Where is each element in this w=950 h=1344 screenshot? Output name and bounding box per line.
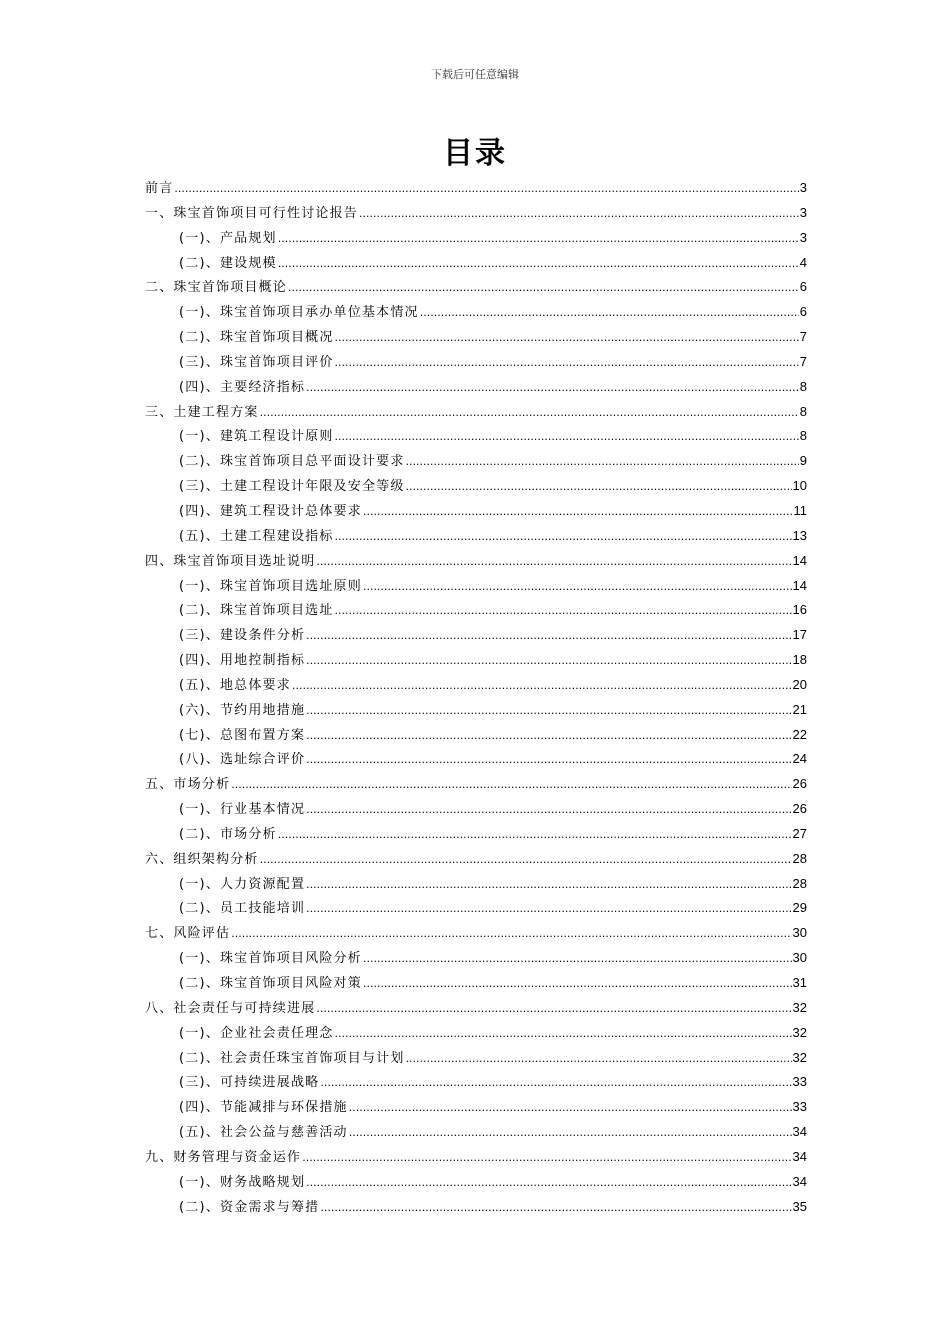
toc-entry-page-number: 33 [792, 1099, 807, 1115]
toc-entry-page-number: 16 [792, 602, 807, 618]
toc-entry-title: (二)、珠宝首饰项目总平面设计要求 [179, 454, 405, 470]
toc-leader-dots [306, 376, 799, 401]
toc-entry[interactable] [145, 698, 807, 723]
toc-leader-dots [306, 724, 791, 749]
toc-leader-dots [335, 326, 799, 351]
toc-entry[interactable] [145, 251, 807, 276]
toc-entry[interactable] [145, 872, 807, 897]
toc-leader-dots [288, 276, 799, 301]
toc-leader-dots [316, 550, 791, 575]
toc-entry[interactable] [145, 1021, 807, 1046]
toc-entry-title: (一)、人力资源配置 [179, 876, 306, 892]
toc-entry-title: (一)、财务战略规划 [179, 1174, 306, 1190]
toc-entry[interactable] [145, 226, 807, 251]
toc-entry-title: (四)、节能减排与环保措施 [179, 1100, 348, 1116]
toc-entry-page-number: 24 [792, 751, 807, 767]
toc-leader-dots [406, 450, 799, 475]
toc-entry-title: (三)、建设条件分析 [179, 628, 306, 644]
toc-entry[interactable] [145, 201, 807, 226]
toc-leader-dots [260, 401, 799, 426]
toc-entry-title: (四)、主要经济指标 [179, 379, 306, 395]
toc-entry-page-number: 34 [792, 1173, 807, 1189]
toc-entry-title: 六、组织架构分析 [145, 851, 259, 867]
toc-leader-dots [406, 475, 792, 500]
toc-entry-title: 九、财务管理与资金运作 [145, 1149, 302, 1165]
toc-entry-page-number: 34 [792, 1124, 807, 1140]
toc-entry[interactable] [145, 1120, 807, 1145]
toc-entry-page-number: 7 [799, 353, 807, 369]
toc-leader-dots [306, 897, 791, 922]
toc-leader-dots [335, 351, 799, 376]
toc-entry[interactable] [145, 400, 807, 425]
toc-entry-title: (三)、可持续进展战略 [179, 1075, 320, 1091]
toc-leader-dots [320, 1071, 791, 1096]
toc-leader-dots [278, 252, 799, 277]
toc-entry-page-number: 33 [792, 1074, 807, 1090]
toc-entry[interactable] [145, 300, 807, 325]
toc-entry-page-number: 30 [792, 925, 807, 941]
toc-entry-title: (一)、珠宝首饰项目选址原则 [179, 578, 362, 594]
toc-entry-title: (五)、土建工程建设指标 [179, 528, 334, 544]
toc-entry-title: 八、社会责任与可持续进展 [145, 1000, 316, 1016]
toc-entry[interactable] [145, 1195, 807, 1220]
toc-leader-dots [320, 1196, 791, 1221]
toc-entry[interactable] [145, 648, 807, 673]
toc-leader-dots [306, 748, 791, 773]
toc-entry[interactable] [145, 574, 807, 599]
toc-entry-title: (五)、地总体要求 [179, 677, 291, 693]
toc-leader-dots [292, 674, 792, 699]
toc-entry-page-number: 18 [792, 652, 807, 668]
toc-entry-page-number: 3 [799, 204, 807, 220]
toc-entry-page-number: 26 [792, 776, 807, 792]
toc-entry-title: (二)、珠宝首饰项目风险对策 [179, 976, 362, 991]
toc-entry[interactable] [145, 847, 807, 872]
toc-entry-page-number: 13 [792, 527, 807, 543]
toc-leader-dots [278, 823, 792, 848]
toc-entry-title: (一)、企业社会责任理念 [179, 1025, 334, 1041]
toc-leader-dots [306, 649, 791, 674]
toc-entry-title: (二)、珠宝首饰项目选址 [179, 603, 334, 619]
toc-entry[interactable] [145, 747, 807, 772]
toc-entry-title: (一)、建筑工程设计原则 [179, 429, 334, 445]
toc-leader-dots [420, 301, 799, 326]
toc-entry-page-number: 17 [792, 627, 807, 643]
toc-entry-title: (二)、珠宝首饰项目概况 [179, 330, 334, 346]
toc-entry-title: 七、风险评估 [145, 926, 231, 942]
toc-leader-dots [306, 699, 791, 724]
toc-entry-title: 前言 [145, 181, 174, 196]
toc-entry-page-number: 3 [799, 229, 807, 245]
toc-entry-title: (一)、产品规划 [179, 230, 277, 246]
toc-entry-page-number: 8 [799, 428, 807, 444]
toc-entry[interactable] [145, 176, 807, 201]
toc-leader-dots [363, 575, 792, 600]
toc-entry-page-number: 11 [793, 502, 807, 518]
toc-entry-title: 一、珠宝首饰项目可行性讨论报告 [145, 205, 359, 221]
toc-entry-title: (二)、市场分析 [179, 826, 277, 842]
toc-leader-dots [363, 972, 792, 997]
toc-leader-dots [306, 873, 791, 898]
toc-entry-title: (二)、建设规模 [179, 255, 277, 271]
toc-entry[interactable] [145, 896, 807, 921]
toc-leader-dots [306, 1171, 791, 1196]
toc-entry[interactable] [145, 921, 807, 946]
toc-entry-page-number: 32 [792, 1049, 807, 1065]
toc-entry-page-number: 8 [799, 403, 807, 419]
toc-leader-dots [278, 227, 799, 252]
toc-leader-dots [335, 1022, 792, 1047]
toc-entry-title: (四)、用地控制指标 [179, 653, 306, 669]
toc-entry-title: (二)、社会责任珠宝首饰项目与计划 [179, 1050, 405, 1066]
toc-entry[interactable] [145, 772, 807, 797]
toc-entry-title: (二)、资金需求与筹措 [179, 1199, 320, 1215]
toc-entry[interactable] [145, 623, 807, 648]
toc-entry[interactable] [145, 275, 807, 300]
toc-leader-dots [359, 202, 799, 227]
toc-leader-dots [335, 525, 792, 550]
toc-entry-title: (一)、珠宝首饰项目承办单位基本情况 [179, 305, 419, 321]
toc-leader-dots [302, 1146, 791, 1171]
toc-entry-title: (三)、珠宝首饰项目评价 [179, 354, 334, 370]
toc-entry[interactable] [145, 474, 807, 499]
page-header: 下载后可任意编辑 [431, 68, 519, 81]
toc-entry[interactable] [145, 822, 807, 847]
toc-entry[interactable] [145, 1095, 807, 1120]
toc-entry[interactable] [145, 325, 807, 350]
toc-leader-dots [349, 1096, 792, 1121]
toc-entry-page-number: 7 [799, 329, 807, 345]
toc-entry-page-number: 31 [792, 975, 807, 990]
toc-entry[interactable] [145, 723, 807, 748]
toc-entry[interactable] [145, 946, 807, 971]
toc-leader-dots [349, 1121, 792, 1146]
toc-entry-title: (七)、总图布置方案 [179, 727, 306, 743]
toc-entry[interactable] [145, 1145, 807, 1170]
toc-entry-title: (一)、行业基本情况 [179, 802, 306, 818]
toc-leader-dots [306, 624, 791, 649]
toc-entry[interactable] [145, 996, 807, 1021]
toc-entry-page-number: 29 [792, 900, 807, 916]
toc-leader-dots [363, 500, 793, 525]
table-of-contents [145, 176, 807, 1219]
toc-entry-page-number: 9 [799, 453, 807, 469]
toc-leader-dots [363, 947, 792, 972]
toc-entry-page-number: 32 [792, 999, 807, 1015]
toc-entry-title: (四)、建筑工程设计总体要求 [179, 503, 362, 519]
toc-entry-title: (八)、选址综合评价 [179, 752, 306, 768]
toc-entry-page-number: 14 [792, 552, 807, 568]
toc-entry-title: (五)、社会公益与慈善活动 [179, 1125, 348, 1141]
toc-entry-title: (六)、节约用地措施 [179, 702, 306, 718]
toc-entry-page-number: 32 [792, 1024, 807, 1040]
toc-entry[interactable] [145, 598, 807, 623]
toc-entry-page-number: 21 [792, 701, 807, 717]
toc-leader-dots [335, 425, 799, 450]
toc-entry-page-number: 6 [799, 279, 807, 295]
toc-entry-title: 五、市场分析 [145, 777, 231, 793]
toc-entry-page-number: 14 [792, 577, 807, 593]
toc-leader-dots [406, 1047, 792, 1072]
toc-entry-page-number: 35 [792, 1198, 807, 1214]
toc-entry[interactable] [145, 1170, 807, 1195]
toc-entry-title: 三、土建工程方案 [145, 404, 259, 420]
toc-entry[interactable] [145, 375, 807, 400]
toc-entry-title: (一)、珠宝首饰项目风险分析 [179, 951, 362, 967]
toc-leader-dots [335, 599, 792, 624]
toc-entry[interactable] [145, 673, 807, 698]
toc-title: 目录 [443, 136, 507, 171]
toc-entry-page-number: 6 [799, 304, 807, 320]
toc-entry-title: 四、珠宝首饰项目选址说明 [145, 553, 316, 569]
toc-leader-dots [260, 848, 792, 873]
toc-leader-dots [306, 798, 791, 823]
toc-entry[interactable] [145, 350, 807, 375]
toc-leader-dots [231, 773, 791, 798]
toc-entry-page-number: 10 [792, 478, 807, 494]
toc-leader-dots [231, 922, 791, 947]
toc-leader-dots [316, 997, 791, 1022]
toc-entry[interactable] [145, 1046, 807, 1071]
toc-entry-page-number: 4 [799, 254, 807, 270]
toc-entry[interactable] [145, 499, 807, 524]
toc-entry-title: 二、珠宝首饰项目概论 [145, 280, 288, 296]
toc-entry-page-number: 26 [792, 801, 807, 817]
toc-entry-page-number: 27 [792, 825, 807, 841]
toc-entry-title: (三)、土建工程设计年限及安全等级 [179, 479, 405, 495]
toc-entry-page-number: 3 [799, 180, 807, 195]
toc-entry[interactable] [145, 797, 807, 822]
toc-leader-dots [174, 177, 798, 202]
toc-entry-page-number: 30 [792, 950, 807, 966]
toc-entry-page-number: 28 [792, 875, 807, 891]
toc-entry-page-number: 20 [792, 676, 807, 692]
toc-entry[interactable] [145, 971, 807, 996]
toc-entry[interactable] [145, 449, 807, 474]
toc-entry-page-number: 28 [792, 850, 807, 866]
toc-entry-title: (二)、员工技能培训 [179, 901, 306, 917]
toc-entry-page-number: 22 [792, 726, 807, 742]
toc-entry[interactable] [145, 1070, 807, 1095]
toc-entry[interactable] [145, 424, 807, 449]
toc-entry-page-number: 8 [799, 378, 807, 394]
toc-entry[interactable] [145, 549, 807, 574]
toc-entry[interactable] [145, 524, 807, 549]
toc-entry-page-number: 34 [792, 1148, 807, 1164]
